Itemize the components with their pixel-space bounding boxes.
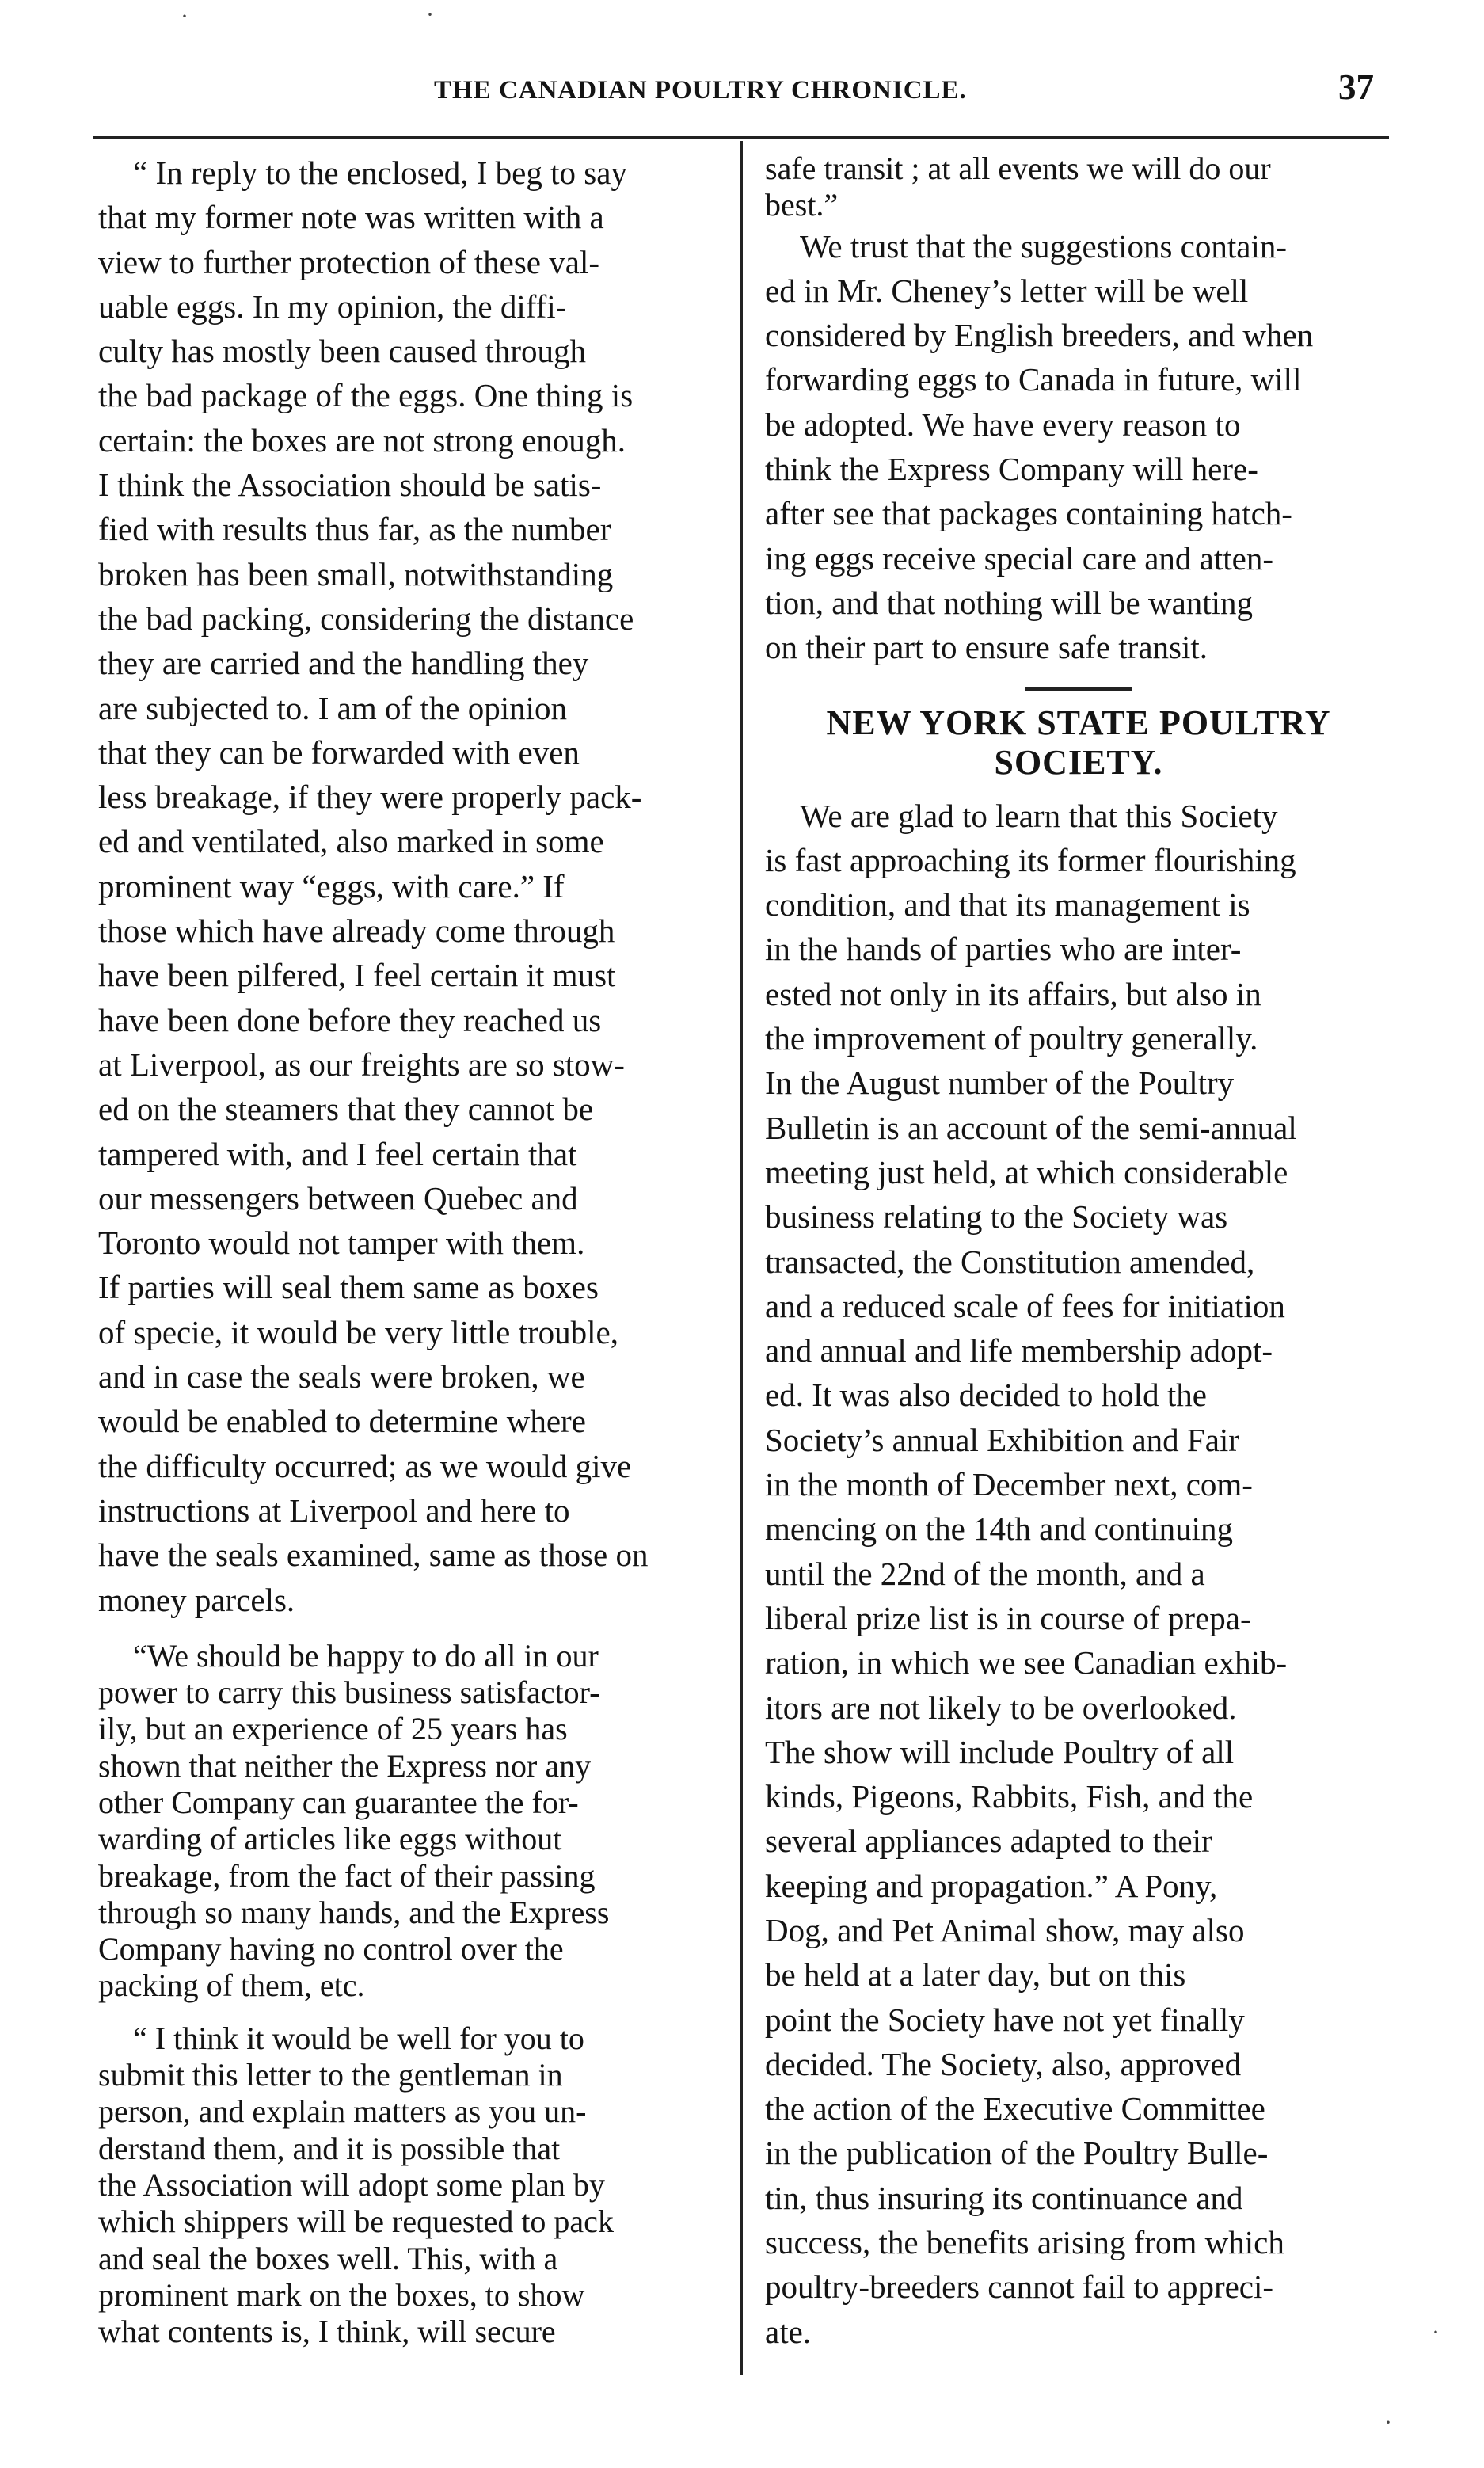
- scan-speck: ·: [181, 3, 188, 29]
- scan-speck: ·: [1384, 2409, 1392, 2436]
- page-number: 37: [1338, 67, 1374, 107]
- header-rule: [93, 136, 1389, 139]
- section-rule: [1025, 687, 1132, 691]
- scan-speck: ·: [1432, 2319, 1440, 2345]
- left-column: [98, 150, 725, 2350]
- letter-continuation: safe transit ; at all events we will do our best.”: [765, 150, 1271, 223]
- section-heading: NEW YORK STATE POULTRY SOCIETY.: [826, 703, 1331, 782]
- article-paragraph: We are glad to learn that this Society is fast approaching its former flourishing condition, and that its management is in the hands of parties who are inter- ested not only in its affairs, but also in the improvement of poultry generally. In the August number of the Poultry Bulletin is an account of the semi-annual meeting just held, at which considerable business relating to the Society was transacted, the Constitution amended, and a reduced scale of fees for initiation and annual and life membership adopt- ed. It was also decided to hold the Society’s annual Exhibition and Fair in the month of December next, com- mencing on the 14th and continuing until the 22nd of the month, and a liberal prize list is in course of prepa- ration, in which we see Canadian exhib- itors are not likely to be overlooked. The show will include Poultry of all kinds, Pigeons, Rabbits, Fish, and the several appliances adapted to their keeping and propagation.” A Pony, Dog, and Pet Animal show, may also be held at a later day, but on this point the Society have not yet finally decided. The Society, also, approved the action of the Executive Committee in the publication of the Poultry Bulle- tin, thus insuring its continuance and success, the benefits arising from which poultry-breeders cannot fail to appreci- ate.: [765, 797, 1297, 2350]
- letter-paragraph-3: “ I think it would be well for you to submit this letter to the gentleman in person, and explain matters as you un- derstand them, and it is possible that the Association will adopt some plan by which shippers will be requested to pack and seal the boxes well. This, with a prominent mark on the boxes, to show what contents is, I think, will secure: [98, 2020, 614, 2350]
- editorial-paragraph: We trust that the suggestions contain- ed in Mr. Cheney’s letter will be well considered by English breeders, and when forwarding eggs to Canada in future, will be adopted. We have every reason to think the Express Company will here- after see that packages containing hatch- ing eggs receive special care and atten- tion, and that nothing will be wanting on their part to ensure safe transit.: [765, 227, 1314, 666]
- scan-speck: ·: [426, 2, 434, 28]
- right-column: [765, 150, 1392, 2354]
- letter-paragraph-2: “We should be happy to do all in our power to carry this business satisfactor- ily, but an experience of 25 years has shown that neither the Express nor any other Company can guarantee the for- warding of articles like eggs without breakage, from the fact of their passing through so many hands, and the Express Company having no control over the packing of them, etc.: [98, 1637, 610, 2004]
- page-header: [0, 67, 1484, 122]
- letter-paragraph-1: “ In reply to the enclosed, I beg to say that my former note was written with a view to further protection of these val- uable eggs. In my opinion, the diffi- culty has mostly been caused through the bad package of the eggs. One thing is certain: the boxes are not strong enough. I think the Association should be satis- fied with results thus far, as the number broken has been small, notwithstanding the bad packing, considering the distance they are carried and the handling they are subjected to. I am of the opinion that they can be forwarded with even less breakage, if they were properly pack- ed and ventilated, also marked in some prominent way “eggs, with care.” If those which have already come through have been pilfered, I feel certain it must have been done before they reached us at Liverpool, as our freights are so stow- ed on the steamers that they cannot be tampered with, and I feel certain that our messengers between Quebec and Toronto would not tamper with them. If parties will seal them same as boxes of specie, it would be very little trouble, and in case the seals were broken, we would be enabled to determine where the difficulty occurred; as we would give instructions at Liverpool and here to have the seals examined, same as those on money parcels.: [98, 154, 649, 1618]
- running-title: THE CANADIAN POULTRY CHRONICLE.: [434, 76, 967, 105]
- column-divider: [740, 141, 743, 2375]
